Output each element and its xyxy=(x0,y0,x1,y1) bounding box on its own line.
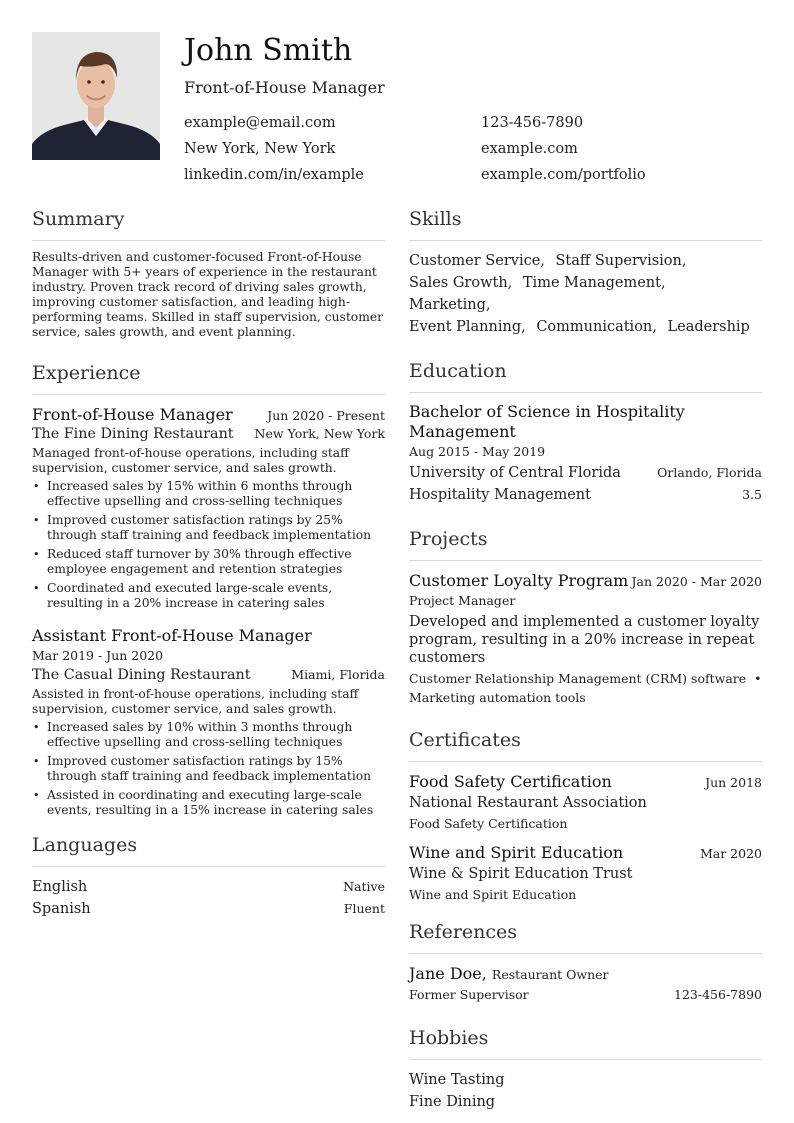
job-location: New York, New York xyxy=(254,426,385,441)
skill-item: Time Management, xyxy=(522,275,666,291)
certificate-date: Jun 2018 xyxy=(705,775,762,790)
education-heading: Education xyxy=(409,358,762,393)
hobby-item: Wine Tasting xyxy=(409,1072,505,1088)
job-bullet: • Reduced staff turnover by 30% through effective employee engagement and retention strategies xyxy=(32,547,385,577)
education-location: Orlando, Florida xyxy=(657,465,762,480)
job-title: Front-of-House Manager xyxy=(32,405,233,424)
contact-website[interactable]: example.com xyxy=(481,141,578,157)
language-row xyxy=(32,898,385,920)
skill-item: Staff Supervision, xyxy=(555,253,687,269)
left-column xyxy=(32,206,385,940)
skills-heading: Skills xyxy=(409,206,762,241)
language-level: Fluent xyxy=(343,901,385,916)
right-column xyxy=(409,206,762,1123)
education-section xyxy=(409,358,762,506)
education-school: University of Central Florida xyxy=(409,465,621,481)
reference-relation: Former Supervisor xyxy=(409,987,529,1002)
certificate-entry xyxy=(409,771,762,834)
contact-linkedin[interactable]: linkedin.com/in/example xyxy=(184,167,364,183)
summary-heading: Summary xyxy=(32,206,385,241)
job-bullet: • Coordinated and executed large-scale events, resulting in a 20% increase in catering sales xyxy=(32,581,385,611)
hobby-item: Fine Dining xyxy=(409,1094,496,1110)
skill-item: Sales Growth, xyxy=(409,275,513,291)
skill-item: Leadership xyxy=(667,319,750,335)
language-level: Native xyxy=(343,879,385,894)
contact-portfolio[interactable]: example.com/portfolio xyxy=(481,167,646,183)
job-description: Assisted in front-of-house operations, including staff supervision, customer service, and sales growth. xyxy=(32,687,359,716)
job-title: Assistant Front-of-House Manager xyxy=(32,626,312,645)
job-bullet: • Increased sales by 15% within 6 months through effective upselling and cross-selling techniques xyxy=(32,479,385,509)
languages-section xyxy=(32,832,385,920)
project-description: Developed and implemented a customer loyalty program, resulting in a 20% increase in repeat customers xyxy=(409,614,760,666)
hobbies-heading: Hobbies xyxy=(409,1025,762,1060)
candidate-name: John Smith xyxy=(184,33,353,68)
job-company: The Casual Dining Restaurant xyxy=(32,667,251,683)
projects-section xyxy=(409,526,762,707)
education-gpa: 3.5 xyxy=(742,487,762,502)
job-location: Miami, Florida xyxy=(291,667,385,682)
job-bullet: • Increased sales by 10% within 3 months through effective upselling and cross-selling techniques xyxy=(32,720,385,750)
project-tools xyxy=(409,669,762,707)
hobbies-section xyxy=(409,1025,762,1113)
job-company: The Fine Dining Restaurant xyxy=(32,426,234,442)
certificate-detail: Food Safety Certification xyxy=(409,816,568,831)
summary-text: Results-driven and customer-focused Front-of-House Manager with 5+ years of experience in the restaurant industry. Proven track record of driving sales growth, improving customer satisfaction, and leading high-performing teams. Skilled in staff supervision, customer service, sales growth, and event planning. xyxy=(32,250,384,339)
certificate-name: Food Safety Certification xyxy=(409,772,612,791)
reference-phone[interactable]: 123-456-7890 xyxy=(674,987,762,1002)
job-description: Managed front-of-house operations, including staff supervision, customer service, and sales growth. xyxy=(32,446,349,475)
job-entry xyxy=(32,625,385,818)
skills-list xyxy=(409,250,762,338)
contact-email[interactable]: example@email.com xyxy=(184,115,336,131)
job-entry xyxy=(32,404,385,611)
reference-name: Jane Doe, xyxy=(409,964,487,983)
language-row xyxy=(32,876,385,898)
profile-photo xyxy=(32,32,160,160)
language-name: English xyxy=(32,879,88,895)
summary-section xyxy=(32,206,385,340)
skill-item: Event Planning, xyxy=(409,319,526,335)
candidate-role: Front-of-House Manager xyxy=(184,78,385,97)
certificates-heading: Certificates xyxy=(409,727,762,762)
languages-heading: Languages xyxy=(32,832,385,867)
references-section xyxy=(409,919,762,1005)
skills-section xyxy=(409,206,762,338)
job-bullets xyxy=(32,720,385,818)
projects-heading: Projects xyxy=(409,526,762,561)
language-name: Spanish xyxy=(32,901,91,917)
experience-heading: Experience xyxy=(32,360,385,395)
education-degree: Bachelor of Science in Hospitality Management xyxy=(409,402,685,441)
project-name: Customer Loyalty Program xyxy=(409,571,629,590)
education-field: Hospitality Management xyxy=(409,487,591,503)
contact-location: New York, New York xyxy=(184,141,336,157)
reference-position: Restaurant Owner xyxy=(491,967,609,982)
references-heading: References xyxy=(409,919,762,954)
job-bullet: • Improved customer satisfaction ratings by 15% through staff training and feedback implementation xyxy=(32,754,385,784)
job-bullet: • Assisted in coordinating and executing large-scale events, resulting in a 15% increase in catering sales xyxy=(32,788,385,818)
certificate-name: Wine and Spirit Education xyxy=(409,843,624,862)
certificate-date: Mar 2020 xyxy=(699,846,762,861)
skill-item: Communication, xyxy=(536,319,657,335)
project-role: Project Manager xyxy=(409,593,516,608)
job-bullet: • Improved customer satisfaction ratings by 25% through staff training and feedback implementation xyxy=(32,513,385,543)
certificate-issuer: National Restaurant Association xyxy=(409,795,647,811)
job-bullets xyxy=(32,479,385,611)
project-dates: Jan 2020 - Mar 2020 xyxy=(631,574,762,589)
experience-section xyxy=(32,360,385,818)
skill-item: Customer Service, xyxy=(409,253,545,269)
certificate-entry xyxy=(409,842,762,905)
contact-phone[interactable]: 123-456-7890 xyxy=(481,115,584,131)
certificate-detail: Wine and Spirit Education xyxy=(409,887,577,902)
job-date: Jun 2020 - Present xyxy=(267,408,385,423)
project-tool: Customer Relationship Management (CRM) software xyxy=(409,671,747,686)
tool-separator: • xyxy=(754,671,762,686)
certificates-section xyxy=(409,727,762,905)
job-date: Mar 2019 - Jun 2020 xyxy=(32,648,164,663)
education-dates: Aug 2015 - May 2019 xyxy=(409,444,546,459)
skill-item: Marketing, xyxy=(409,297,491,313)
certificate-issuer: Wine & Spirit Education Trust xyxy=(409,866,633,882)
avatar-portrait xyxy=(32,32,160,160)
project-tool: Marketing automation tools xyxy=(409,690,586,705)
